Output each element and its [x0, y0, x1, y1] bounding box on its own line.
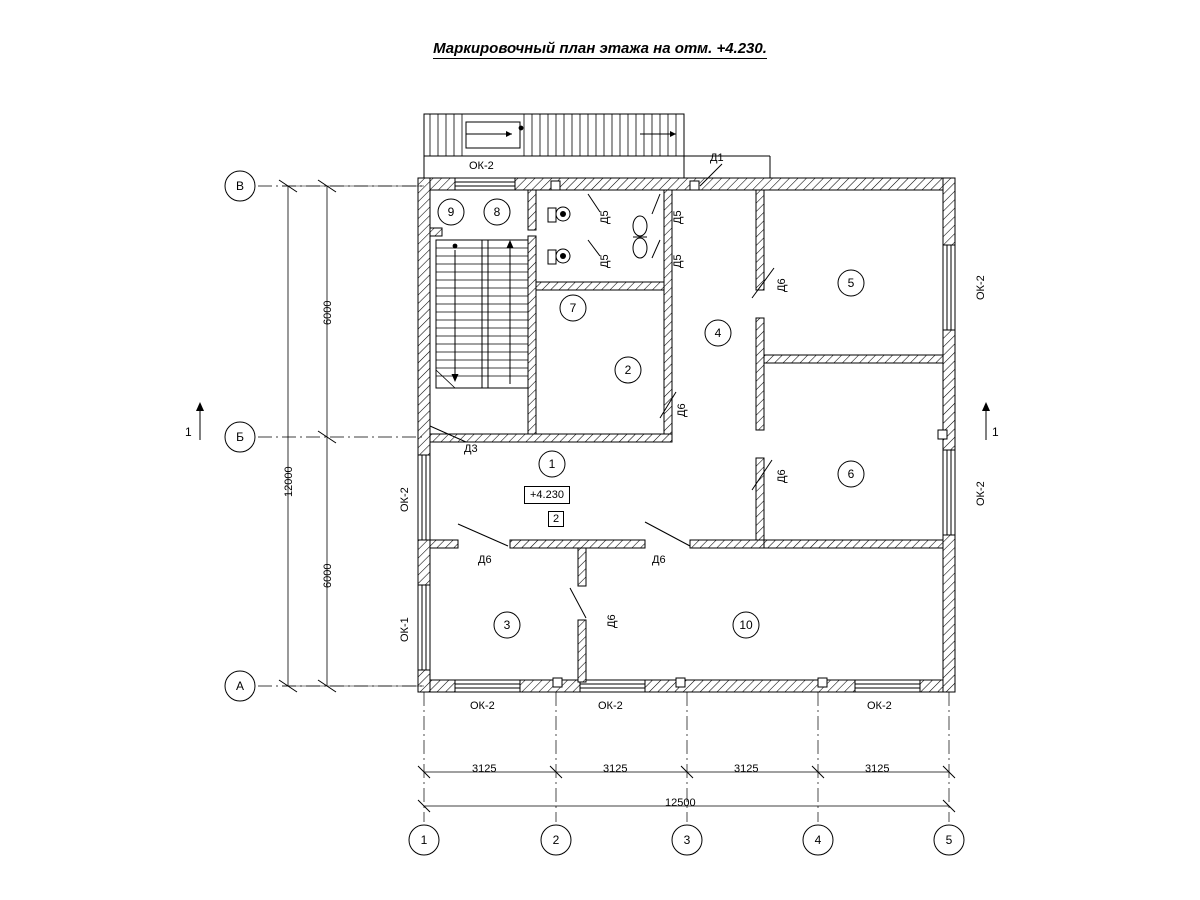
room-number-10: 10 — [739, 618, 753, 632]
dimension-vertical-6000-upper: 6000 — [322, 300, 334, 325]
dimension-span-2: 3125 — [603, 763, 628, 775]
door-label-d3: Д3 — [464, 443, 478, 455]
page-title-text: Маркировочный план этажа на отм. +4.230. — [433, 40, 767, 57]
room-number-8: 8 — [493, 205, 501, 219]
room-number-2: 2 — [624, 363, 632, 377]
axis-bubble-v-0: В — [235, 179, 244, 193]
window-label-top: ОК-2 — [469, 160, 494, 172]
door-label-d5-2: Д5 — [672, 210, 684, 224]
room-number-1: 1 — [548, 457, 556, 471]
section-mark-left: 1 — [185, 425, 192, 439]
axis-bubble-h-4: 5 — [945, 833, 953, 847]
door-label-d6-6: Д6 — [606, 614, 618, 628]
door-label-d6-2: Д6 — [676, 403, 688, 417]
axis-bubble-h-3: 4 — [814, 833, 822, 847]
room-number-6: 6 — [847, 467, 855, 481]
node-marker: 2 — [548, 511, 564, 527]
door-label-d6-1: Д6 — [776, 278, 788, 292]
room-number-4: 4 — [714, 326, 722, 340]
room-number-9: 9 — [447, 205, 455, 219]
door-label-d5-3: Д5 — [599, 254, 611, 268]
door-label-d1: Д1 — [710, 152, 724, 164]
door-label-d6-5: Д6 — [652, 554, 666, 566]
door-label-d5-1: Д5 — [599, 210, 611, 224]
dimension-span-4: 3125 — [865, 763, 890, 775]
dimension-total: 12500 — [665, 797, 696, 809]
door-label-d6-3: Д6 — [776, 469, 788, 483]
elevation-marker: +4.230 — [524, 486, 570, 504]
axis-bubble-h-0: 1 — [420, 833, 428, 847]
axis-bubble-h-2: 3 — [683, 833, 691, 847]
axis-bubble-v-2: А — [235, 679, 244, 693]
door-label-d5-4: Д5 — [672, 254, 684, 268]
window-label-left-lower: ОК-1 — [399, 617, 411, 642]
door-label-d6-4: Д6 — [478, 554, 492, 566]
dimension-span-1: 3125 — [472, 763, 497, 775]
window-label-bottom-2: ОК-2 — [598, 700, 623, 712]
room-number-7: 7 — [569, 301, 577, 315]
axis-bubble-h-1: 2 — [552, 833, 560, 847]
room-number-5: 5 — [847, 276, 855, 290]
dimension-vertical-6000-lower: 6000 — [322, 563, 334, 588]
dimension-vertical-12000: 12000 — [283, 466, 295, 497]
window-label-bottom-3: ОК-2 — [867, 700, 892, 712]
window-label-bottom-1: ОК-2 — [470, 700, 495, 712]
window-label-left-upper: ОК-2 — [399, 487, 411, 512]
room-number-3: 3 — [503, 618, 511, 632]
axis-bubble-v-1: Б — [236, 430, 244, 444]
dimension-span-3: 3125 — [734, 763, 759, 775]
window-label-right-upper: ОК-2 — [975, 275, 987, 300]
window-label-right-lower: ОК-2 — [975, 481, 987, 506]
section-mark-right: 1 — [992, 425, 999, 439]
